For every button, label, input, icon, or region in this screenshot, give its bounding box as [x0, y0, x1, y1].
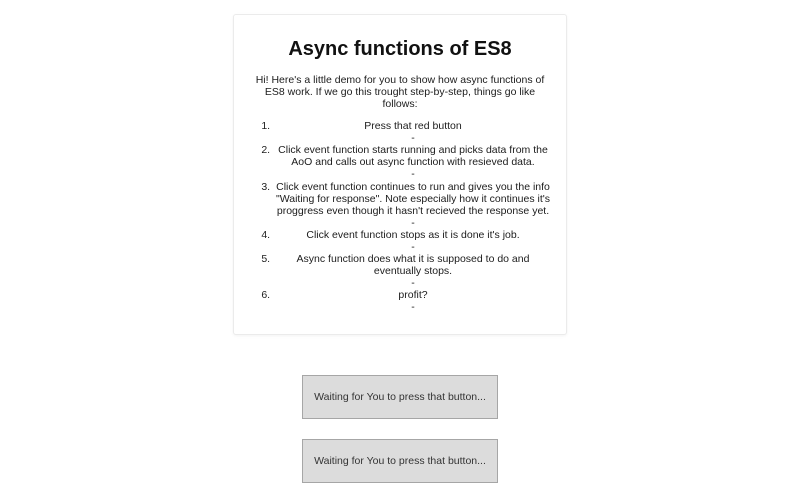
step-item: 5. Async function does what it is supposed to do and eventually stops. - [273, 253, 553, 289]
step-item: 3. Click event function continues to run and gives you the info "Waiting for response". Note especially how it continues it's proggress even though it hasn't recieved the response yet. - [273, 181, 553, 229]
step-item: 1. Press that red button - [273, 120, 553, 144]
status-box-waiting-1: Waiting for You to press that button... [302, 375, 498, 419]
page-title: Async functions of ES8 [288, 38, 512, 60]
step-item: 4. Click event function stops as it is done it's job. - [273, 229, 553, 253]
status-box-waiting-2: Waiting for You to press that button... [302, 439, 498, 483]
steps-list [247, 120, 553, 313]
step-item: 2. Click event function starts running and picks data from the AoO and calls out async function with resieved data. - [273, 144, 553, 180]
demo-card [233, 14, 567, 335]
intro-text: Hi! Here's a little demo for you to show how async functions of ES8 work. If we go this trought step-by-step, things go like follows: [255, 74, 545, 111]
step-item: 6. profit? - [273, 289, 553, 313]
